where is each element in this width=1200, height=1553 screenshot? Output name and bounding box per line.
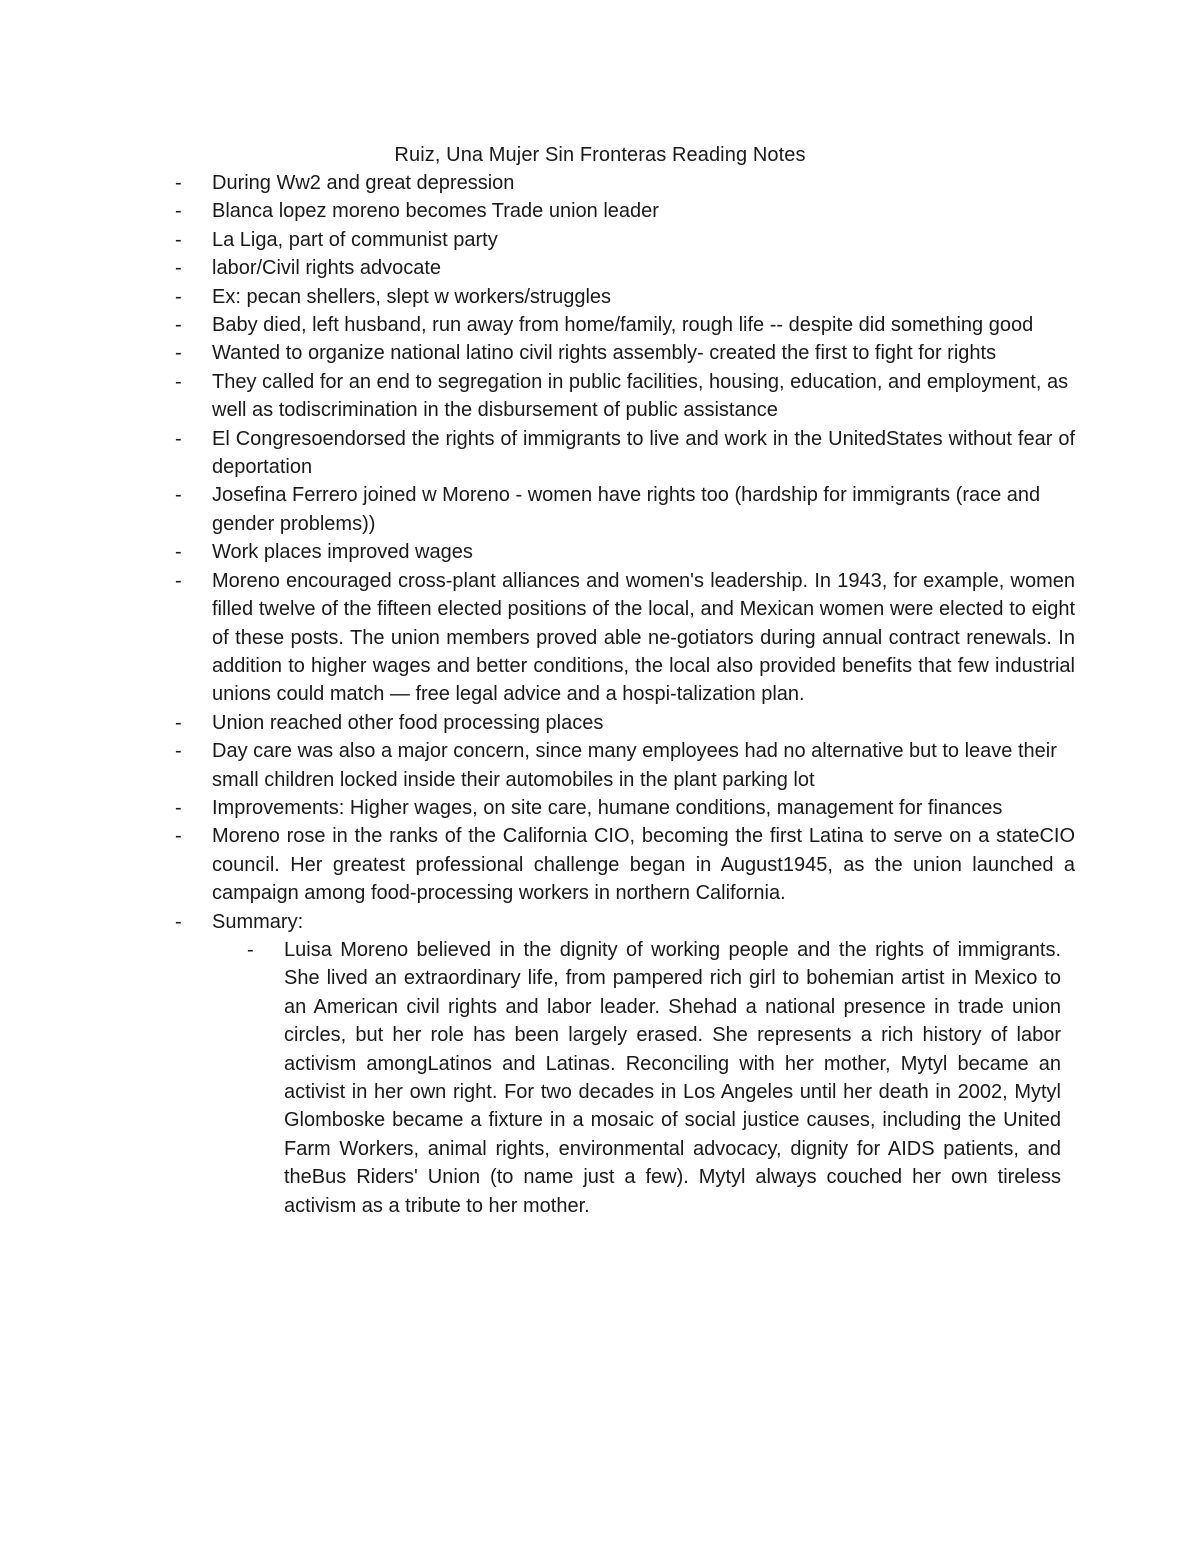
bullet-dash: -	[175, 342, 182, 365]
list-item	[175, 311, 1075, 339]
bullet-dash: -	[175, 370, 182, 393]
note-text: Summary:	[212, 910, 304, 933]
list-item	[175, 908, 1075, 1220]
page-title: Ruiz, Una Mujer Sin Fronteras Reading Notes	[394, 144, 806, 166]
note-text: labor/Civil rights advocate	[212, 257, 441, 280]
bullet-dash: -	[175, 314, 182, 337]
note-text: Day care was also a major concern, since many employees had no alternative but to leave their small children locked inside their automobiles in the plant parking lot	[212, 740, 1057, 791]
summary-list	[212, 936, 1075, 1220]
note-text: Moreno encouraged cross-plant alliances and women's leadership. In 1943, for example, women filled twelve of the fifteen elected positions of the local, and Mexican women were elected to eight of these posts. The union members proved able ne-gotiators during annual contract renewals. In addition to higher wages and better conditions, the local also provided benefits that few industrial unions could match — free legal advice and a hospi-talization plan.	[212, 569, 1075, 706]
list-item	[175, 567, 1075, 709]
note-text: Ex: pecan shellers, slept w workers/struggles	[212, 285, 612, 308]
list-item	[175, 339, 1075, 367]
note-text: Union reached other food processing places	[212, 711, 604, 734]
bullet-dash: -	[175, 172, 182, 194]
list-item	[175, 169, 1075, 197]
bullet-dash: -	[175, 910, 182, 933]
list-item	[175, 538, 1075, 566]
note-text: During Ww2 and great depression	[212, 172, 515, 194]
list-item	[175, 425, 1075, 482]
bullet-dash: -	[247, 938, 254, 961]
bullet-dash: -	[175, 427, 182, 450]
list-item	[175, 794, 1075, 822]
list-item	[175, 822, 1075, 907]
bullet-dash: -	[175, 200, 182, 223]
note-text: Work places improved wages	[212, 541, 473, 564]
note-text: Josefina Ferrero joined w Moreno - women have rights too (hardship for immigrants (race and gender problems))	[212, 484, 1041, 535]
list-item	[175, 283, 1075, 311]
note-text: Wanted to organize national latino civil rights assembly- created the first to fight for rights	[212, 342, 997, 365]
bullet-dash: -	[175, 711, 182, 734]
bullet-dash: -	[175, 740, 182, 763]
note-text: They called for an end to segregation in public facilities, housing, education, and employment, as well as todiscrimination in the disbursement of public assistance	[212, 370, 1069, 422]
bullet-dash: -	[175, 825, 182, 848]
bullet-dash: -	[175, 569, 182, 592]
bullet-dash: -	[175, 484, 182, 507]
note-text: El Congresoendorsed the rights of immigrants to live and work in the UnitedStates without fear of deportation	[212, 427, 1075, 479]
list-item	[175, 226, 1075, 254]
notes-list	[175, 169, 1075, 1220]
note-text: Blanca lopez moreno becomes Trade union leader	[212, 200, 659, 223]
note-text: Improvements: Higher wages, on site care, humane conditions, management for finances	[212, 796, 1003, 819]
note-text: Baby died, left husband, run away from home/family, rough life -- despite did something good	[212, 314, 1034, 337]
summary-item	[212, 936, 1061, 1220]
bullet-dash: -	[175, 257, 182, 280]
note-text: La Liga, part of communist party	[212, 228, 498, 251]
bullet-dash: -	[175, 541, 182, 564]
note-text: Moreno rose in the ranks of the California CIO, becoming the first Latina to serve on a stateCIO council. Her greatest professional challenge began in August1945, as the union launched a campaign among food-processing workers in northern California.	[212, 825, 1075, 905]
list-item	[175, 254, 1075, 282]
list-item	[175, 481, 1075, 538]
bullet-dash: -	[175, 228, 182, 251]
bullet-dash: -	[175, 796, 182, 819]
list-item	[175, 368, 1075, 425]
summary-text: Luisa Moreno believed in the dignity of working people and the rights of immigrants. She lived an extraordinary life, from pampered rich girl to bohemian artist in Mexico to an American civil rights and labor leader. Shehad a national presence in trade union circles, but her role has been largely erased. She represents a rich history of labor activism amongLatinos and Latinas. Reconciling with her mother, Mytyl became an activist in her own right. For two decades in Los Angeles until her death in 2002, Mytyl Glomboske became a fixture in a mosaic of social justice causes, including the United Farm Workers, animal rights, environmental advocacy, dignity for AIDS patients, and theBus Riders' Union (to name just a few). Mytyl always couched her own tireless activism as a tribute to her mother.	[284, 938, 1061, 1217]
bullet-dash: -	[175, 285, 182, 308]
list-item	[175, 197, 1075, 225]
list-item	[175, 737, 1075, 794]
list-item	[175, 709, 1075, 737]
